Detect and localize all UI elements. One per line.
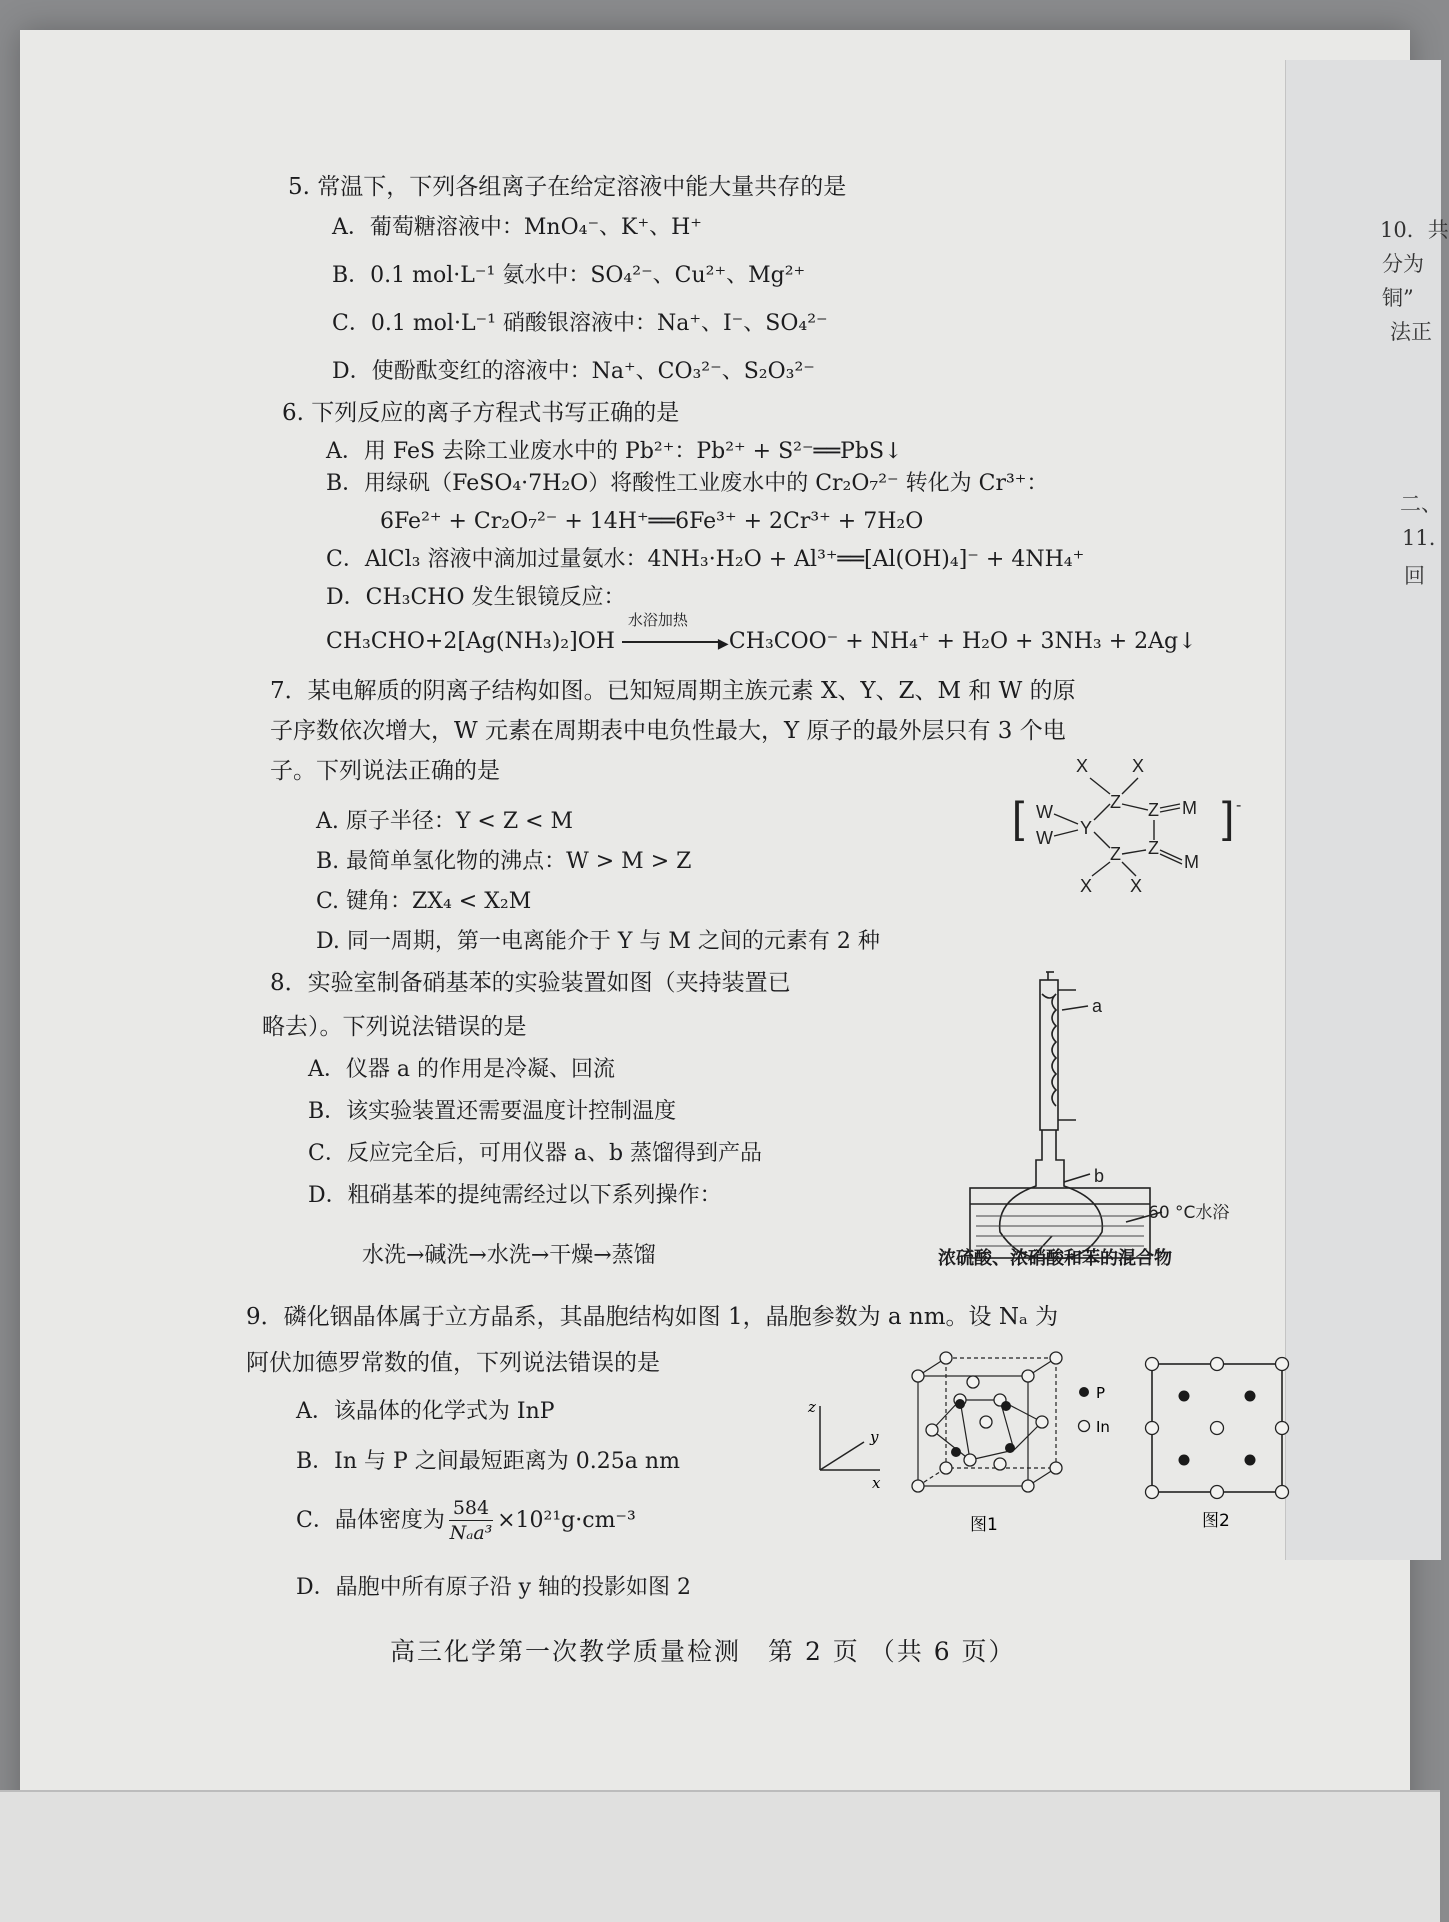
label-b-leader (1064, 1174, 1090, 1182)
question-5-option-a: A．葡萄糖溶液中：MnO₄⁻、K⁺、H⁺ (332, 215, 702, 240)
question-6-option-d-equation (326, 611, 1197, 658)
atom-y: Y (1080, 818, 1093, 838)
bottom-paper-stack (0, 1790, 1440, 1922)
question-5-stem: 5. 常温下，下列各组离子在给定溶液中能大量共存的是 (288, 174, 847, 200)
figure-2-caption: 图2 (1202, 1511, 1230, 1531)
question-9-option-b: B．In 与 P 之间最短距离为 0.25a nm (296, 1449, 680, 1474)
legend-p-label: P (1096, 1384, 1106, 1402)
condenser-a (1040, 980, 1058, 1130)
atom-w: W (1036, 828, 1053, 848)
bracket-left: [ (1012, 793, 1025, 842)
question-7-option-a: A. 原子半径：Y < Z < M (316, 809, 574, 834)
nitrobenzene-apparatus-figure (930, 960, 1250, 1280)
question-7-option-b: B. 最简单氢化物的沸点：W > M > Z (316, 849, 692, 874)
question-7-option-d: D. 同一周期，第一电离能介于 Y 与 M 之间的元素有 2 种 (316, 929, 880, 954)
edge-text: 法正 (1390, 320, 1432, 344)
flask-b (1000, 1130, 1103, 1258)
atom-z: Z (1110, 792, 1121, 812)
question-8-option-a: A．仪器 a 的作用是冷凝、回流 (308, 1057, 615, 1082)
question-7-line3: 子。下列说法正确的是 (270, 758, 500, 784)
figure-1-caption: 图1 (970, 1515, 998, 1535)
edge-text: 11. (1402, 526, 1436, 550)
edge-text: 分为 (1382, 252, 1424, 276)
atom-x: X (1132, 756, 1145, 776)
edge-text: 二、 (1400, 492, 1442, 516)
equation-right: CH₃COO⁻ + NH₄⁺ + H₂O + 3NH₃ + 2Ag↓ (728, 629, 1197, 654)
atom-z: Z (1148, 838, 1159, 858)
question-9-line1: 9．磷化铟晶体属于立方晶系，其晶胞结构如图 1，晶胞参数为 a nm。设 Nₐ 为 (246, 1304, 1059, 1330)
p-atoms (951, 1399, 1015, 1457)
fraction-denominator: Nₐa³ (449, 1522, 493, 1544)
projection-in-atoms (1146, 1358, 1289, 1499)
question-5-option-b: B．0.1 mol·L⁻¹ 氨水中：SO₄²⁻、Cu²⁺、Mg²⁺ (332, 263, 806, 288)
atom-m: M (1184, 852, 1199, 872)
in-atoms (912, 1352, 1062, 1492)
question-7-line1: 7．某电解质的阴离子结构如图。已知短周期主族元素 X、Y、Z、M 和 W 的原 (270, 678, 1076, 704)
anion-charge: - (1236, 797, 1242, 814)
atom-x: X (1130, 876, 1143, 896)
density-fraction (449, 1496, 493, 1545)
atom-x: X (1076, 756, 1089, 776)
option-c-prefix: C．晶体密度为 (296, 1507, 445, 1533)
legend-in-label: In (1096, 1418, 1110, 1436)
water-bath-label: 60 °C水浴 (1148, 1203, 1230, 1223)
axis-y-label: y (870, 1428, 879, 1446)
atom-z: Z (1148, 800, 1159, 820)
reaction-arrow: 水浴加热 ▶ (622, 628, 722, 658)
label-b: b (1094, 1166, 1105, 1186)
question-8-option-d: D．粗硝基苯的提纯需经过以下系列操作： (308, 1183, 722, 1208)
question-9-option-c (296, 1496, 636, 1545)
edge-text: 铜” (1382, 286, 1414, 310)
arrow-condition: 水浴加热 (627, 611, 688, 629)
question-7-line2: 子序数依次增大，W 元素在周期表中电负性最大，Y 原子的最外层只有 3 个电 (270, 718, 1066, 744)
question-5-option-d: D．使酚酞变红的溶液中：Na⁺、CO₃²⁻、S₂O₃²⁻ (332, 359, 815, 384)
question-8-option-c: C．反应完全后，可用仪器 a、b 蒸馏得到产品 (308, 1141, 763, 1166)
axis-z-label: z (808, 1398, 816, 1416)
question-8-option-d-steps: 水洗→碱洗→水洗→干燥→蒸馏 (362, 1243, 656, 1268)
question-8-line2: 略去）。下列说法错误的是 (262, 1014, 527, 1040)
label-a-leader (1062, 1006, 1088, 1010)
bracket-right: ] (1222, 793, 1235, 842)
condenser-coil (1042, 994, 1056, 1106)
bath-water-hatching (976, 1216, 1144, 1246)
edge-text: 10．共 (1380, 218, 1449, 242)
atom-m: M (1182, 798, 1197, 818)
question-8-line1: 8．实验室制备硝基苯的实验装置如图（夹持装置已 (270, 970, 791, 996)
question-6-option-b: B．用绿矾（FeSO₄·7H₂O）将酸性工业废水中的 Cr₂O₇²⁻ 转化为 Cr³⁺： (326, 471, 1049, 496)
atom-w: W (1036, 802, 1053, 822)
anion-structure-figure (1010, 752, 1250, 902)
question-6-option-a: A．用 FeS 去除工业废水中的 Pb²⁺：Pb²⁺ + S²⁻══PbS↓ (326, 439, 903, 464)
next-page-edge (1285, 60, 1441, 1560)
question-8-option-b: B．该实验装置还需要温度计控制温度 (308, 1099, 677, 1124)
question-9-line2: 阿伏加德罗常数的值，下列说法错误的是 (246, 1350, 660, 1376)
indium-phosphide-figures (800, 1340, 1300, 1540)
edge-text: 回 (1404, 564, 1425, 588)
apparatus-caption: 浓硫酸、浓硝酸和苯的混合物 (938, 1248, 1172, 1269)
axis-x-label: x (872, 1474, 881, 1492)
page-footer: 高三化学第一次教学质量检测 第 2 页 （共 6 页） (390, 1637, 1016, 1666)
label-a: a (1092, 996, 1103, 1016)
atom-z: Z (1110, 844, 1121, 864)
question-7-option-c: C. 键角：ZX₄ < X₂M (316, 889, 532, 914)
equation-left: CH₃CHO+2[Ag(NH₃)₂]OH (326, 629, 615, 654)
question-9-option-a: A．该晶体的化学式为 InP (296, 1399, 555, 1424)
fraction-numerator: 584 (449, 1496, 493, 1521)
question-6-option-d: D．CH₃CHO 发生银镜反应： (326, 585, 626, 610)
option-c-unit: ×10²¹g·cm⁻³ (497, 1507, 636, 1533)
atom-x: X (1080, 876, 1093, 896)
question-5-option-c: C．0.1 mol·L⁻¹ 硝酸银溶液中：Na⁺、I⁻、SO₄²⁻ (332, 311, 828, 336)
legend-p-marker (1079, 1387, 1089, 1397)
legend-in-marker (1079, 1421, 1090, 1432)
question-6-option-b-equation: 6Fe²⁺ + Cr₂O₇²⁻ + 14H⁺══6Fe³⁺ + 2Cr³⁺ + 7H₂O (380, 509, 924, 534)
question-6-option-c: C．AlCl₃ 溶液中滴加过量氨水：4NH₃·H₂O + Al³⁺══[Al(OH)₄]⁻ + 4NH₄⁺ (326, 547, 1085, 572)
question-9-option-d: D．晶胞中所有原子沿 y 轴的投影如图 2 (296, 1575, 692, 1600)
question-6-stem: 6. 下列反应的离子方程式书写正确的是 (282, 400, 680, 426)
